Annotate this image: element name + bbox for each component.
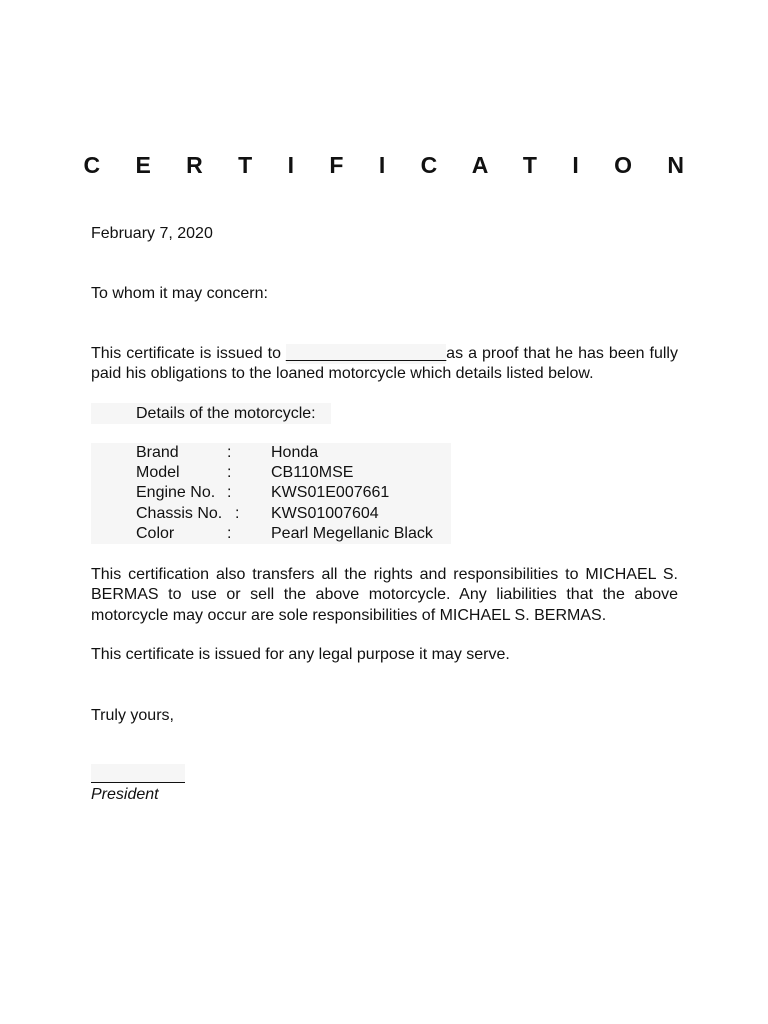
intro-text-after: as a proof that he has been fully paid his obligations to the loaned motorcycle which details listed below. (91, 345, 678, 383)
signature-area (91, 764, 185, 783)
purpose-statement: This certificate is issued for any legal purpose it may serve. (91, 646, 510, 663)
detail-value: CB110MSE (271, 464, 354, 482)
intro-text-before: This certificate is issued to (91, 345, 286, 362)
detail-separator: : (227, 524, 232, 542)
document-title: C E R T I F I C A T I O N (83, 152, 699, 178)
detail-label: Brand (136, 444, 179, 461)
signature-line (91, 782, 185, 783)
transfer-paragraph: This certification also transfers all the rights and responsibilities to MICHAEL S. BERMAS to use or sell the above motorcycle. Any liabilities that the above motorcycle may occur are sole responsibilities of MICHAEL S. BERMAS. (91, 566, 678, 624)
closing: Truly yours, (91, 707, 174, 724)
recipient-blank: __________________ (286, 344, 446, 364)
detail-value: KWS01E007661 (271, 484, 390, 502)
detail-value: KWS01007604 (271, 504, 379, 522)
detail-value: Honda (271, 444, 319, 461)
detail-separator: : (227, 444, 232, 461)
detail-label: Engine No. (136, 484, 216, 502)
detail-label: Color (136, 524, 175, 542)
details-heading-row (91, 403, 331, 424)
detail-separator: : (235, 504, 240, 522)
detail-row-brand (91, 443, 451, 463)
signatory-title: President (91, 786, 159, 803)
motorcycle-details (91, 443, 451, 544)
detail-label: Chassis No. (136, 504, 223, 522)
salutation: To whom it may concern: (91, 285, 268, 302)
detail-row-model (91, 463, 451, 483)
detail-row-engine (91, 483, 451, 503)
detail-separator: : (227, 484, 232, 502)
document-date: February 7, 2020 (91, 225, 213, 242)
details-heading: Details of the motorcycle: (136, 405, 316, 422)
intro-paragraph (91, 344, 678, 385)
detail-row-chassis (91, 504, 451, 524)
detail-value: Pearl Megellanic Black (271, 524, 433, 542)
detail-label: Model (136, 464, 180, 482)
detail-row-color (91, 524, 451, 544)
detail-separator: : (227, 464, 232, 482)
